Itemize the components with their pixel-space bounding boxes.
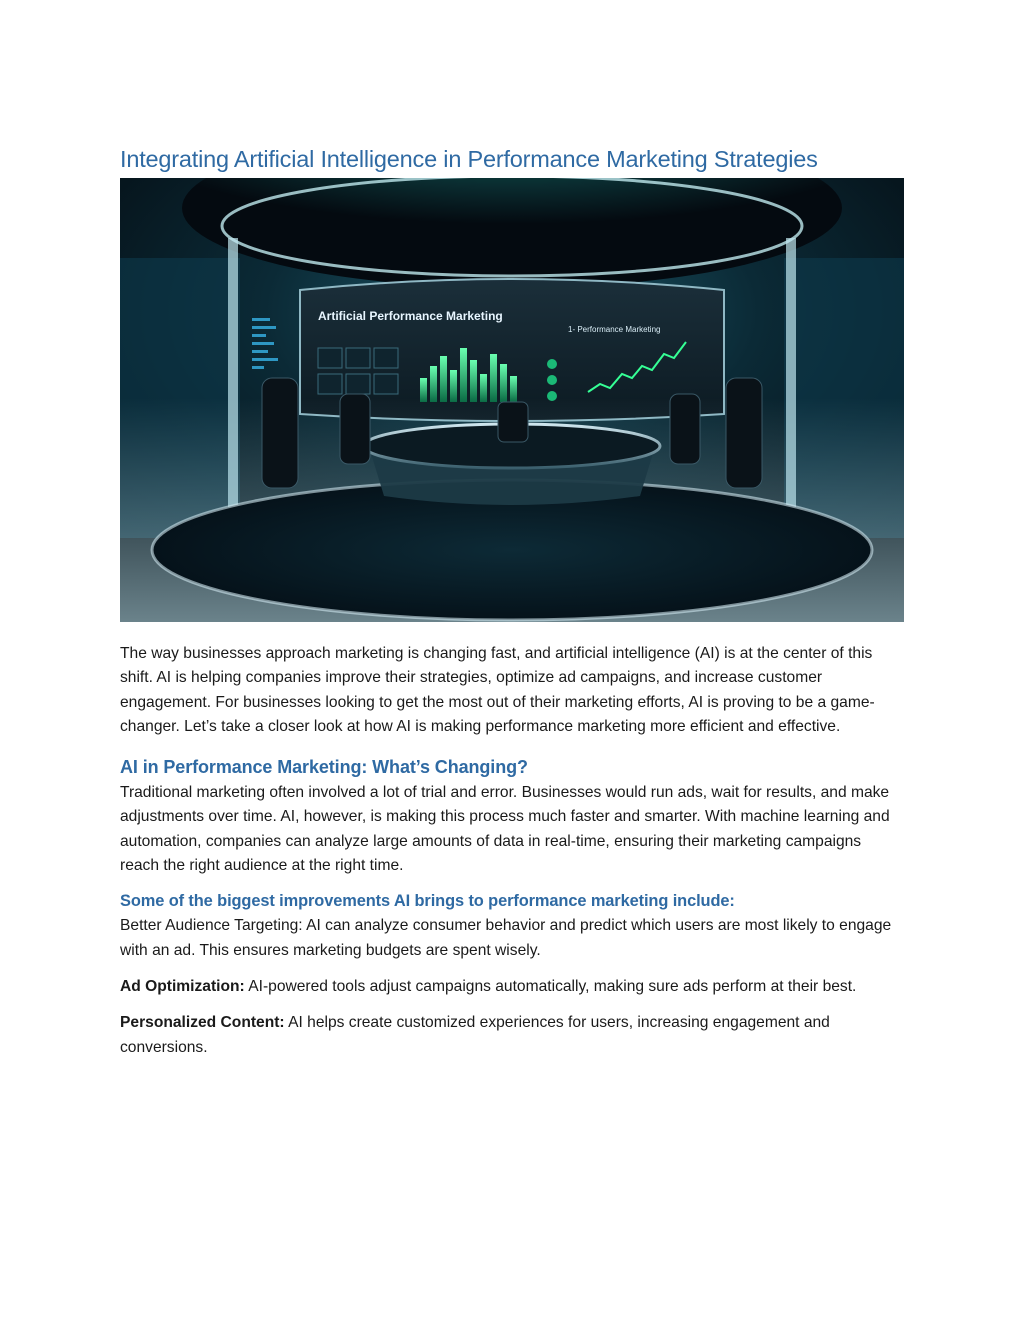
improvement-personalized-content — [120, 1011, 904, 1060]
ad-optimization-text: AI-powered tools adjust campaigns automatically, making sure ads perform at their best. — [244, 977, 857, 995]
document-page — [120, 140, 904, 1060]
personalized-content-text: AI helps create customized experiences for users, increasing engagement and conversions. — [120, 1014, 830, 1056]
screen-title-right: 1- Performance Marketing — [568, 325, 661, 334]
section-paragraph-changes: Traditional marketing often involved a lot of trial and error. Businesses would run ads, wait for results, and make adjustments over time. AI, however, is making this process much faster and smarter. With machine learning and automation, companies can analyze large amounts of data in real-time, ensuring their marketing campaigns reach the right audience at the right time. — [120, 784, 890, 875]
page-title: Integrating Artificial Intelligence in Performance Marketing Strategies — [120, 146, 818, 172]
improvement-audience-targeting: Better Audience Targeting: AI can analyze consumer behavior and predict which users are most likely to engage with an ad. This ensures marketing budgets are spent wisely. — [120, 917, 892, 959]
improvement-ad-optimization — [120, 975, 904, 999]
intro-paragraph: The way businesses approach marketing is changing fast, and artificial intelligence (AI) is at the center of this shift. AI is helping companies improve their strategies, optimize ad campaigns, and increase customer engagement. For businesses looking to get the most out of their marketing efforts, AI is proving to be a game-changer. Let’s take a closer look at how AI is making performance marketing more efficient and effective. — [120, 645, 875, 735]
section-heading-changes: AI in Performance Marketing: What’s Changing? — [120, 757, 528, 778]
ad-optimization-label: Ad Optimization: — [120, 977, 245, 995]
hero-image — [120, 178, 904, 622]
screen-title-left: Artificial Performance Marketing — [318, 309, 503, 323]
personalized-content-label: Personalized Content: — [120, 1014, 285, 1032]
section-heading-improvements: Some of the biggest improvements AI brings to performance marketing include: — [120, 892, 735, 911]
